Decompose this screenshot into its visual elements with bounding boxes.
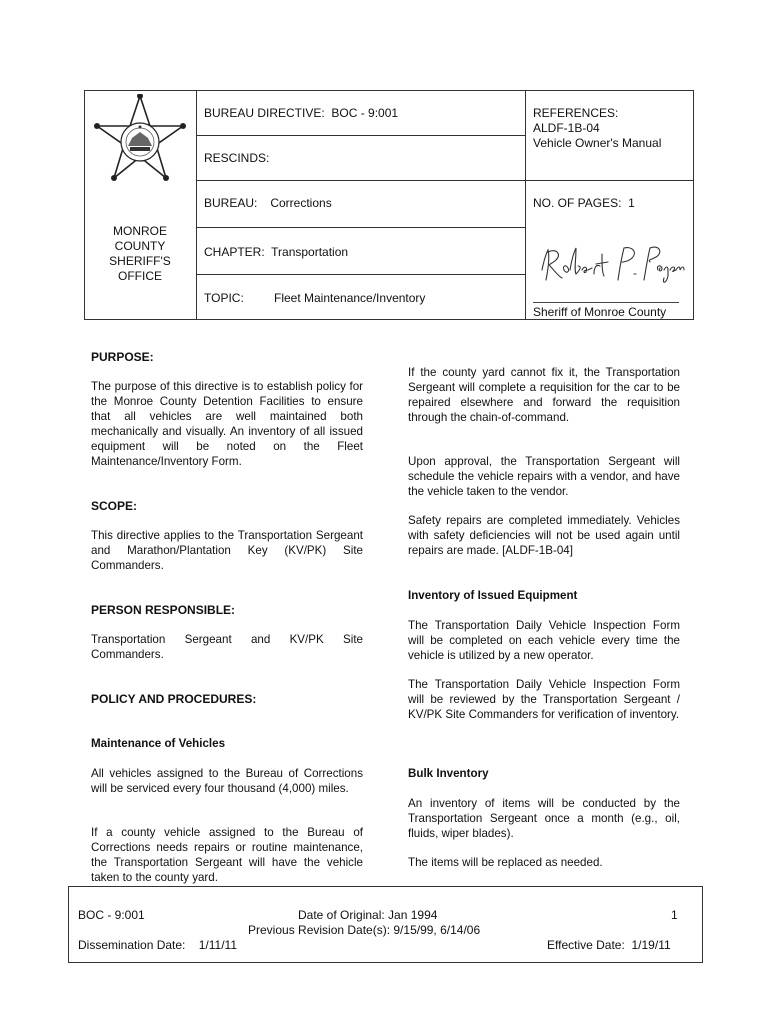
footer-dissemination bbox=[78, 938, 237, 953]
reference-item: Vehicle Owner's Manual bbox=[533, 136, 662, 150]
chapter-row bbox=[204, 245, 348, 260]
office-name bbox=[84, 224, 196, 284]
sheriff-star-seal-icon bbox=[93, 94, 187, 182]
right-text-2 bbox=[408, 455, 680, 500]
bureau-label: BUREAU: bbox=[204, 196, 258, 210]
inventory-paragraph-2: The Transportation Daily Vehicle Inspection Form will be reviewed by the Transportation Sergeant / KV/PK Site Commanders for verification of inventory. bbox=[408, 678, 680, 721]
person-paragraph: Transportation Sergeant and KV/PK Site Commanders. bbox=[91, 633, 363, 661]
maintenance-text-2 bbox=[91, 826, 363, 886]
inventory-text-1 bbox=[408, 619, 680, 664]
bulk-text-2 bbox=[408, 856, 680, 871]
directive-row bbox=[204, 106, 398, 121]
right-text-3 bbox=[408, 514, 680, 559]
bulk-text-1 bbox=[408, 797, 680, 842]
purpose-text bbox=[91, 380, 363, 469]
dissemination-value: 1/11/11 bbox=[198, 938, 237, 952]
office-line-2: COUNTY bbox=[114, 239, 166, 253]
directive-value: BOC - 9:001 bbox=[331, 106, 399, 120]
directive-label: BUREAU DIRECTIVE: bbox=[204, 106, 325, 120]
effective-label: Effective Date: bbox=[547, 938, 625, 952]
chapter-value: Transportation bbox=[271, 245, 349, 259]
right-text-1 bbox=[408, 366, 680, 426]
footer-revision-dates: Previous Revision Date(s): 9/15/99, 6/14/06 bbox=[248, 923, 481, 937]
pages-value: 1 bbox=[628, 196, 635, 210]
references-label: REFERENCES: bbox=[533, 106, 619, 120]
inventory-text-2 bbox=[408, 678, 680, 723]
signature-line bbox=[533, 302, 679, 303]
policy-heading: POLICY AND PROCEDURES: bbox=[91, 692, 257, 706]
topic-label: TOPIC: bbox=[204, 291, 244, 305]
bulk-heading: Bulk Inventory bbox=[408, 767, 489, 780]
bureau-value: Corrections bbox=[270, 196, 332, 210]
footer-original-date: Date of Original: Jan 1994 bbox=[298, 908, 438, 922]
right-paragraph-2: Upon approval, the Transportation Sergeant will schedule the vehicle repairs with a vendor, and have the vehicle taken to the vendor. bbox=[408, 455, 680, 498]
footer-directive: BOC - 9:001 bbox=[78, 908, 145, 922]
right-paragraph-1: If the county yard cannot fix it, the Transportation Sergeant will complete a requisition for the car to be repaired elsewhere and forward the requisition through the chain-of-command. bbox=[408, 366, 680, 424]
pages-label: NO. OF PAGES: bbox=[533, 196, 622, 210]
scope-text bbox=[91, 529, 363, 574]
person-heading: PERSON RESPONSIBLE: bbox=[91, 603, 236, 617]
dissemination-label: Dissemination Date: bbox=[78, 938, 186, 952]
office-line-1: MONROE bbox=[113, 224, 167, 238]
purpose-heading: PURPOSE: bbox=[91, 350, 154, 364]
signature bbox=[536, 240, 686, 290]
inventory-paragraph-1: The Transportation Daily Vehicle Inspection Form will be completed on each vehicle every time the vehicle is utilized by a new operator. bbox=[408, 619, 680, 662]
office-line-4: OFFICE bbox=[118, 269, 162, 283]
topic-value: Fleet Maintenance/Inventory bbox=[274, 291, 426, 305]
chapter-label: CHAPTER: bbox=[204, 245, 265, 259]
person-text bbox=[91, 633, 363, 663]
maintenance-paragraph-1: All vehicles assigned to the Bureau of Corrections will be serviced every four thousand (4,000) miles. bbox=[91, 767, 363, 795]
inventory-heading: Inventory of Issued Equipment bbox=[408, 589, 578, 602]
effective-value: 1/19/11 bbox=[631, 938, 671, 952]
footer-page-number: 1 bbox=[671, 908, 678, 922]
maintenance-paragraph-2: If a county vehicle assigned to the Bureau of Corrections needs repairs or routine maintenance, the Transportation Sergeant will have the vehicle taken to the county yard. bbox=[91, 826, 363, 884]
bulk-paragraph-2: The items will be replaced as needed. bbox=[408, 856, 603, 869]
right-paragraph-3: Safety repairs are completed immediately. Vehicles with safety deficiencies will not be used again until repairs are made. [ALDF-1B-04] bbox=[408, 514, 680, 557]
bulk-paragraph-1: An inventory of items will be conducted by the Transportation Sergeant once a month (e.g., oil, fluids, wiper blades). bbox=[408, 797, 680, 840]
signature-title: Sheriff of Monroe County bbox=[533, 305, 667, 319]
scope-heading: SCOPE: bbox=[91, 499, 138, 513]
bureau-row bbox=[204, 196, 332, 211]
scope-paragraph: This directive applies to the Transportation Sergeant and Marathon/Plantation Key (KV/PK) Site Commanders. bbox=[91, 529, 363, 572]
reference-item: ALDF-1B-04 bbox=[533, 121, 600, 135]
maintenance-heading: Maintenance of Vehicles bbox=[91, 737, 226, 750]
purpose-paragraph: The purpose of this directive is to establish policy for the Monroe County Detention Facilities to ensure that all vehicles are well maintained both mechanically and visually. An inventory of all issued equipment will be noted on the Fleet Maintenance/Inventory Form. bbox=[91, 380, 363, 468]
maintenance-text-1 bbox=[91, 767, 363, 797]
footer-effective bbox=[547, 938, 671, 953]
office-line-3: SHERIFF'S bbox=[109, 254, 171, 268]
rescinds-label: RESCINDS: bbox=[204, 151, 270, 165]
pages-row bbox=[533, 196, 635, 211]
